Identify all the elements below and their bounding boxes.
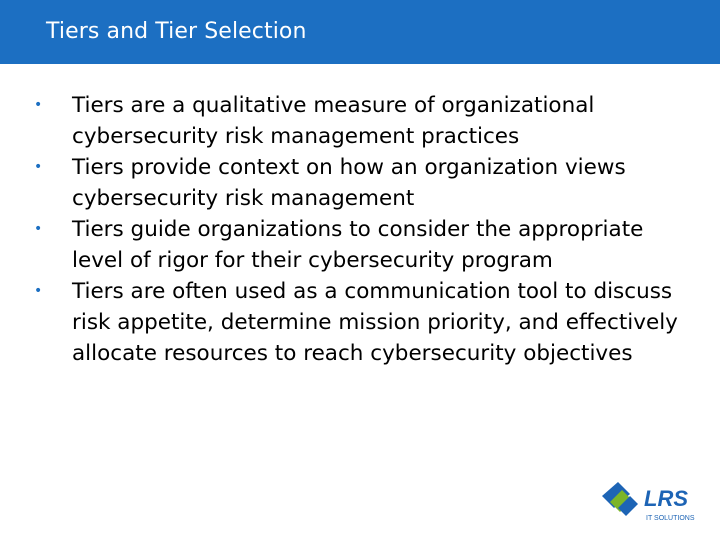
logo-wordmark: LRS <box>644 486 688 511</box>
bullet-text: Tiers guide organizations to consider the appropriate level of rigor for their cybersecurity program <box>72 217 644 273</box>
bullet-item <box>34 90 694 152</box>
bullet-marker: • <box>34 221 43 237</box>
lrs-logo-mark-icon <box>602 482 638 516</box>
logo-tagline: IT SOLUTIONS <box>646 515 695 522</box>
bullet-text: Tiers provide context on how an organization views cybersecurity risk management <box>72 155 626 211</box>
title-bar <box>0 0 720 64</box>
bullet-marker: • <box>34 159 43 175</box>
bullet-text: Tiers are often used as a communication tool to discuss risk appetite, determine mission priority, and effectively allocate resources to reach cybersecurity objectives <box>72 279 678 366</box>
bullet-item <box>34 276 694 369</box>
lrs-logo <box>600 476 710 528</box>
bullet-marker: • <box>34 283 43 299</box>
bullet-list <box>34 90 694 369</box>
bullet-item <box>34 214 694 276</box>
bullet-text: Tiers are a qualitative measure of organizational cybersecurity risk management practices <box>72 93 595 149</box>
slide-title: Tiers and Tier Selection <box>46 19 307 44</box>
bullet-item <box>34 152 694 214</box>
bullet-marker: • <box>34 97 43 113</box>
